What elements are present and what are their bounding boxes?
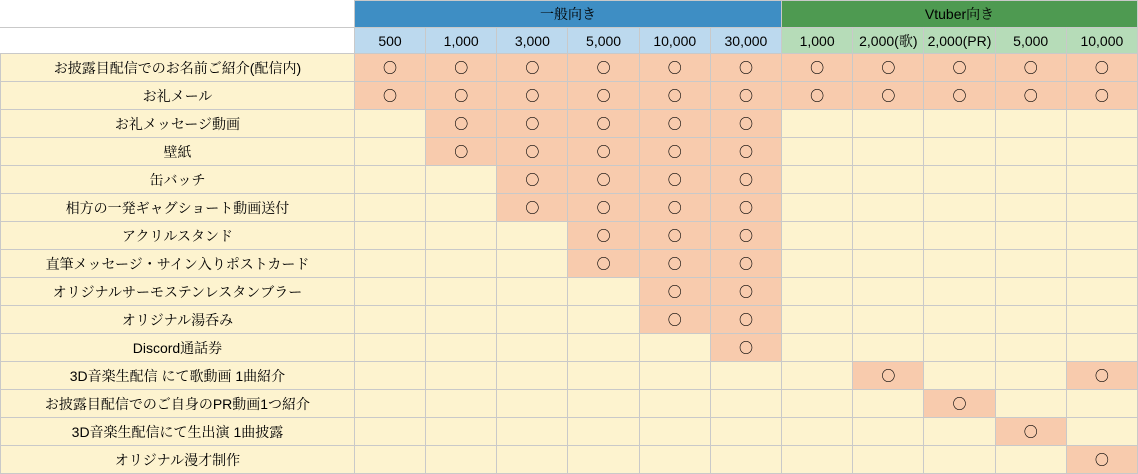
cell-empty: [426, 446, 497, 474]
cell-included: [995, 82, 1066, 110]
table-header: [1, 1, 1138, 54]
cell-empty: [924, 194, 995, 222]
row-label: お礼メール: [1, 82, 355, 110]
cell-empty: [354, 110, 425, 138]
cell-empty: [1066, 418, 1137, 446]
cell-empty: [995, 334, 1066, 362]
cell-empty: [426, 278, 497, 306]
cell-empty: [497, 306, 568, 334]
check-mark-icon: 〇: [952, 87, 967, 104]
check-mark-icon: 〇: [738, 143, 753, 160]
check-mark-icon: 〇: [738, 115, 753, 132]
row-label: お披露目配信でのご自身のPR動画1つ紹介: [1, 390, 355, 418]
check-mark-icon: 〇: [952, 59, 967, 76]
cell-included: [497, 110, 568, 138]
cell-empty: [1066, 110, 1137, 138]
cell-included: [782, 82, 853, 110]
row-label: オリジナルサーモステンレスタンブラー: [1, 278, 355, 306]
table-row: [1, 306, 1138, 334]
cell-empty: [497, 222, 568, 250]
cell-empty: [924, 418, 995, 446]
cell-included: [639, 194, 710, 222]
table-row: [1, 250, 1138, 278]
cell-included: [568, 82, 639, 110]
cell-empty: [782, 306, 853, 334]
cell-empty: [995, 306, 1066, 334]
corner-cell: [1, 1, 355, 28]
cell-included: [924, 390, 995, 418]
check-mark-icon: 〇: [454, 59, 469, 76]
cell-empty: [782, 110, 853, 138]
row-label: Discord通話券: [1, 334, 355, 362]
row-label: 缶バッチ: [1, 166, 355, 194]
check-mark-icon: 〇: [881, 59, 896, 76]
check-mark-icon: 〇: [881, 367, 896, 384]
row-label: 相方の一発ギャグショート動画送付: [1, 194, 355, 222]
row-label: 直筆メッセージ・サイン入りポストカード: [1, 250, 355, 278]
cell-empty: [853, 110, 924, 138]
cell-included: [639, 222, 710, 250]
cell-empty: [568, 390, 639, 418]
cell-included: [426, 110, 497, 138]
cell-empty: [924, 306, 995, 334]
check-mark-icon: 〇: [667, 87, 682, 104]
cell-included: [853, 362, 924, 390]
cell-included: [639, 82, 710, 110]
cell-included: [710, 194, 781, 222]
cell-empty: [853, 418, 924, 446]
cell-included: [710, 166, 781, 194]
check-mark-icon: 〇: [596, 199, 611, 216]
row-label: オリジナル漫才制作: [1, 446, 355, 474]
cell-included: [426, 138, 497, 166]
check-mark-icon: 〇: [738, 87, 753, 104]
row-label: 3D音楽生配信にて生出演 1曲披露: [1, 418, 355, 446]
cell-included: [710, 222, 781, 250]
cell-included: [710, 54, 781, 82]
cell-empty: [639, 390, 710, 418]
row-label: 壁紙: [1, 138, 355, 166]
tier-header-general-500: 500: [354, 28, 425, 54]
cell-empty: [995, 390, 1066, 418]
table-row: [1, 166, 1138, 194]
cell-empty: [995, 110, 1066, 138]
check-mark-icon: 〇: [1094, 451, 1109, 468]
cell-included: [497, 54, 568, 82]
cell-empty: [426, 194, 497, 222]
cell-included: [995, 418, 1066, 446]
cell-empty: [354, 390, 425, 418]
cell-empty: [782, 390, 853, 418]
cell-included: [710, 82, 781, 110]
cell-empty: [639, 446, 710, 474]
cell-empty: [853, 306, 924, 334]
check-mark-icon: 〇: [1094, 87, 1109, 104]
table-row: [1, 334, 1138, 362]
cell-empty: [568, 362, 639, 390]
cell-included: [1066, 82, 1137, 110]
check-mark-icon: 〇: [738, 199, 753, 216]
cell-empty: [853, 278, 924, 306]
cell-included: [710, 138, 781, 166]
cell-included: [497, 166, 568, 194]
cell-empty: [354, 166, 425, 194]
row-label: オリジナル湯呑み: [1, 306, 355, 334]
cell-included: [710, 334, 781, 362]
cell-included: [639, 54, 710, 82]
check-mark-icon: 〇: [596, 255, 611, 272]
table-row: [1, 54, 1138, 82]
cell-empty: [354, 278, 425, 306]
cell-empty: [853, 166, 924, 194]
cell-empty: [924, 138, 995, 166]
check-mark-icon: 〇: [525, 59, 540, 76]
tier-header-vtuber-10000: 10,000: [1066, 28, 1137, 54]
check-mark-icon: 〇: [454, 115, 469, 132]
cell-included: [639, 250, 710, 278]
cell-empty: [853, 334, 924, 362]
tier-header-general-1000: 1,000: [426, 28, 497, 54]
cell-included: [568, 166, 639, 194]
cell-included: [497, 82, 568, 110]
cell-included: [568, 250, 639, 278]
cell-included: [639, 166, 710, 194]
group-header-vtuber: Vtuber向き: [782, 1, 1138, 28]
table-row: [1, 418, 1138, 446]
check-mark-icon: 〇: [1094, 59, 1109, 76]
check-mark-icon: 〇: [667, 199, 682, 216]
check-mark-icon: 〇: [383, 59, 397, 76]
cell-empty: [639, 334, 710, 362]
cell-empty: [710, 390, 781, 418]
cell-empty: [426, 418, 497, 446]
tier-header-vtuber-2000-pr: 2,000(PR): [924, 28, 995, 54]
group-header-row: [1, 1, 1138, 28]
check-mark-icon: 〇: [525, 171, 540, 188]
cell-included: [1066, 54, 1137, 82]
cell-included: [568, 222, 639, 250]
check-mark-icon: 〇: [525, 143, 540, 160]
cell-included: [639, 306, 710, 334]
cell-empty: [782, 250, 853, 278]
cell-included: [354, 54, 425, 82]
cell-empty: [568, 306, 639, 334]
cell-included: [924, 82, 995, 110]
check-mark-icon: 〇: [1023, 87, 1038, 104]
cell-included: [568, 194, 639, 222]
check-mark-icon: 〇: [667, 227, 682, 244]
check-mark-icon: 〇: [596, 59, 611, 76]
table-row: [1, 82, 1138, 110]
cell-included: [995, 54, 1066, 82]
check-mark-icon: 〇: [525, 115, 540, 132]
cell-empty: [853, 222, 924, 250]
check-mark-icon: 〇: [596, 143, 611, 160]
cell-empty: [497, 250, 568, 278]
cell-empty: [995, 446, 1066, 474]
check-mark-icon: 〇: [1023, 423, 1038, 440]
cell-empty: [568, 418, 639, 446]
check-mark-icon: 〇: [454, 87, 469, 104]
cell-empty: [426, 222, 497, 250]
tier-header-vtuber-2000-song: 2,000(歌): [853, 28, 924, 54]
cell-included: [568, 110, 639, 138]
cell-empty: [710, 362, 781, 390]
cell-empty: [426, 362, 497, 390]
cell-included: [710, 250, 781, 278]
cell-empty: [426, 306, 497, 334]
cell-empty: [426, 334, 497, 362]
check-mark-icon: 〇: [454, 143, 469, 160]
cell-included: [639, 110, 710, 138]
cell-empty: [1066, 390, 1137, 418]
check-mark-icon: 〇: [952, 395, 967, 412]
cell-empty: [568, 446, 639, 474]
cell-empty: [995, 222, 1066, 250]
cell-empty: [782, 334, 853, 362]
tier-header-general-5000: 5,000: [568, 28, 639, 54]
cell-empty: [782, 138, 853, 166]
cell-empty: [354, 418, 425, 446]
check-mark-icon: 〇: [1023, 59, 1038, 76]
cell-empty: [568, 278, 639, 306]
cell-empty: [497, 390, 568, 418]
cell-included: [568, 138, 639, 166]
cell-empty: [782, 278, 853, 306]
row-label: アクリルスタンド: [1, 222, 355, 250]
check-mark-icon: 〇: [525, 87, 540, 104]
check-mark-icon: 〇: [1094, 367, 1109, 384]
cell-empty: [1066, 250, 1137, 278]
cell-empty: [995, 278, 1066, 306]
cell-empty: [782, 446, 853, 474]
cell-empty: [853, 446, 924, 474]
cell-empty: [1066, 334, 1137, 362]
cell-empty: [354, 138, 425, 166]
cell-empty: [426, 250, 497, 278]
check-mark-icon: 〇: [667, 143, 682, 160]
cell-empty: [924, 446, 995, 474]
table-row: [1, 362, 1138, 390]
cell-empty: [497, 278, 568, 306]
tier-header-general-30000: 30,000: [710, 28, 781, 54]
cell-included: [639, 278, 710, 306]
cell-empty: [853, 194, 924, 222]
cell-empty: [995, 166, 1066, 194]
cell-empty: [497, 446, 568, 474]
tier-header-general-3000: 3,000: [497, 28, 568, 54]
cell-empty: [639, 418, 710, 446]
cell-empty: [853, 138, 924, 166]
check-mark-icon: 〇: [738, 283, 753, 300]
cell-empty: [782, 418, 853, 446]
check-mark-icon: 〇: [596, 87, 611, 104]
cell-included: [639, 138, 710, 166]
cell-empty: [354, 250, 425, 278]
table-row: [1, 390, 1138, 418]
group-header-general: 一般向き: [354, 1, 781, 28]
check-mark-icon: 〇: [596, 227, 611, 244]
table-row: [1, 222, 1138, 250]
tier-header-vtuber-5000: 5,000: [995, 28, 1066, 54]
cell-empty: [497, 418, 568, 446]
cell-empty: [782, 166, 853, 194]
table-body: [1, 54, 1138, 474]
cell-empty: [1066, 278, 1137, 306]
cell-empty: [354, 334, 425, 362]
cell-included: [354, 82, 425, 110]
table-row: [1, 138, 1138, 166]
tier-header-general-10000: 10,000: [639, 28, 710, 54]
check-mark-icon: 〇: [810, 59, 825, 76]
tier-header-vtuber-1000: 1,000: [782, 28, 853, 54]
cell-empty: [710, 446, 781, 474]
check-mark-icon: 〇: [738, 255, 753, 272]
cell-empty: [853, 250, 924, 278]
check-mark-icon: 〇: [738, 227, 753, 244]
cell-included: [1066, 362, 1137, 390]
cell-empty: [497, 362, 568, 390]
table-row: [1, 278, 1138, 306]
check-mark-icon: 〇: [667, 115, 682, 132]
check-mark-icon: 〇: [667, 311, 682, 328]
corner-cell-2: [1, 28, 355, 54]
check-mark-icon: 〇: [810, 87, 825, 104]
cell-empty: [782, 194, 853, 222]
cell-included: [710, 278, 781, 306]
check-mark-icon: 〇: [881, 87, 896, 104]
check-mark-icon: 〇: [667, 171, 682, 188]
check-mark-icon: 〇: [383, 87, 397, 104]
cell-empty: [354, 446, 425, 474]
table-row: [1, 446, 1138, 474]
cell-included: [853, 82, 924, 110]
tier-header-row: [1, 28, 1138, 54]
check-mark-icon: 〇: [738, 171, 753, 188]
check-mark-icon: 〇: [596, 115, 611, 132]
cell-included: [568, 54, 639, 82]
cell-empty: [354, 306, 425, 334]
cell-empty: [924, 250, 995, 278]
cell-empty: [924, 362, 995, 390]
cell-empty: [995, 138, 1066, 166]
cell-empty: [924, 166, 995, 194]
cell-included: [853, 54, 924, 82]
cell-included: [782, 54, 853, 82]
cell-included: [426, 82, 497, 110]
cell-empty: [639, 362, 710, 390]
cell-empty: [924, 334, 995, 362]
cell-included: [710, 306, 781, 334]
cell-empty: [354, 194, 425, 222]
check-mark-icon: 〇: [738, 59, 753, 76]
cell-empty: [354, 362, 425, 390]
check-mark-icon: 〇: [525, 199, 540, 216]
cell-empty: [497, 334, 568, 362]
cell-empty: [924, 110, 995, 138]
cell-empty: [995, 194, 1066, 222]
cell-empty: [995, 362, 1066, 390]
check-mark-icon: 〇: [667, 255, 682, 272]
cell-included: [710, 110, 781, 138]
cell-empty: [1066, 222, 1137, 250]
row-label: 3D音楽生配信 にて歌動画 1曲紹介: [1, 362, 355, 390]
check-mark-icon: 〇: [667, 283, 682, 300]
cell-included: [497, 138, 568, 166]
cell-empty: [426, 166, 497, 194]
check-mark-icon: 〇: [667, 59, 682, 76]
cell-included: [497, 194, 568, 222]
check-mark-icon: 〇: [596, 171, 611, 188]
row-label: お礼メッセージ動画: [1, 110, 355, 138]
check-mark-icon: 〇: [738, 311, 753, 328]
cell-empty: [710, 418, 781, 446]
cell-included: [924, 54, 995, 82]
cell-empty: [568, 334, 639, 362]
cell-included: [1066, 446, 1137, 474]
cell-empty: [1066, 306, 1137, 334]
cell-empty: [1066, 194, 1137, 222]
cell-empty: [782, 362, 853, 390]
row-label: お披露目配信でのお名前ご紹介(配信内): [1, 54, 355, 82]
cell-empty: [426, 390, 497, 418]
cell-empty: [995, 250, 1066, 278]
cell-included: [426, 54, 497, 82]
cell-empty: [924, 222, 995, 250]
check-mark-icon: 〇: [738, 339, 753, 356]
cell-empty: [1066, 166, 1137, 194]
cell-empty: [782, 222, 853, 250]
table-row: [1, 194, 1138, 222]
cell-empty: [853, 390, 924, 418]
cell-empty: [1066, 138, 1137, 166]
cell-empty: [924, 278, 995, 306]
table-row: [1, 110, 1138, 138]
cell-empty: [354, 222, 425, 250]
